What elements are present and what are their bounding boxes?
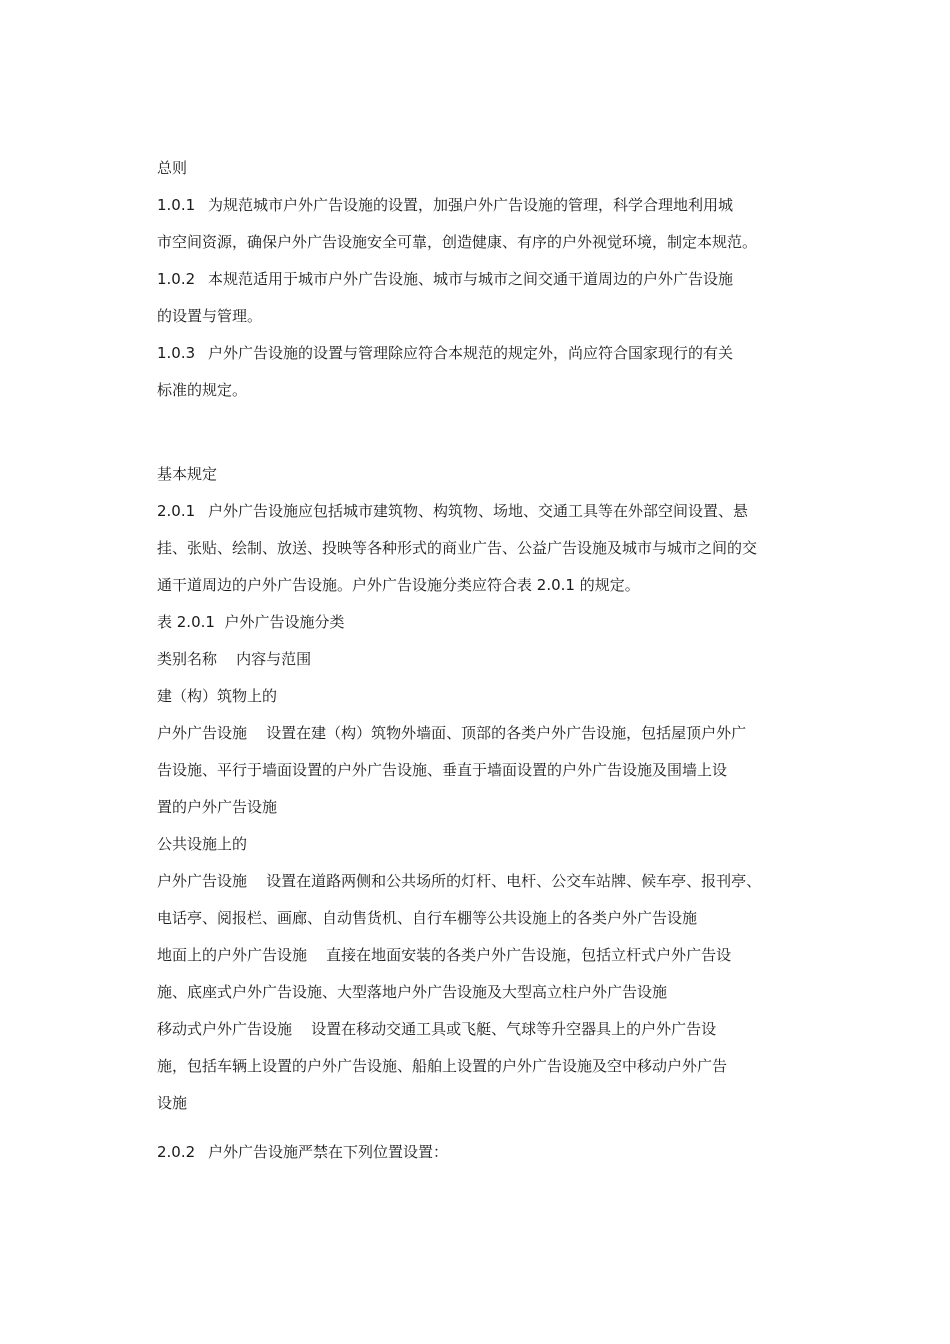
- table-row: 户外广告设施 设置在道路两侧和公共场所的灯杆、电杆、公交车站牌、候车亭、报刊亭、: [157, 872, 762, 890]
- clause-number: 1.0.3: [157, 344, 196, 362]
- table-row: 建（构）筑物上的: [157, 687, 278, 705]
- classification-table: [157, 604, 797, 1122]
- clause-text: 标准的规定。: [157, 381, 248, 399]
- table-row: 户外广告设施 设置在建（构）筑物外墙面、顶部的各类户外广告设施，包括屋顶户外广: [157, 724, 747, 742]
- document-body: [157, 150, 797, 1171]
- clause-text: 本规范适用于城市户外广告设施、城市与城市之间交通干道周边的户外广告设施: [207, 270, 733, 288]
- clause-text: 为规范城市户外广告设施的设置，加强户外广告设施的管理，科学合理地利用城: [207, 196, 733, 214]
- clause-text: 挂、张贴、绘制、放送、投映等各种形式的商业广告、公益广告设施及城市与城市之间的交: [157, 539, 758, 557]
- table-caption: 表 2.0.1 户外广告设施分类: [157, 613, 345, 631]
- table-row: 电话亭、阅报栏、画廊、自动售货机、自行车棚等公共设施上的各类户外广告设施: [157, 909, 698, 927]
- table-header: 类别名称 内容与范围: [157, 650, 312, 668]
- clause-2-0-2: [157, 1134, 797, 1171]
- table-row: 公共设施上的: [157, 835, 248, 853]
- table-row: 施、底座式户外广告设施、大型落地户外广告设施及大型高立柱户外广告设施: [157, 983, 668, 1001]
- section-heading-general: 总则: [157, 159, 188, 177]
- clause-number: 1.0.2: [157, 270, 196, 288]
- clause-number: 2.0.2: [157, 1143, 196, 1161]
- clause-text: 的设置与管理。: [157, 307, 263, 325]
- clause-1-0-2: [157, 261, 797, 335]
- table-row: 施，包括车辆上设置的户外广告设施、船舶上设置的户外广告设施及空中移动户外广告: [157, 1057, 728, 1075]
- table-row: 置的户外广告设施: [157, 798, 278, 816]
- section-spacer: [157, 409, 797, 456]
- clause-1-0-1: [157, 187, 797, 261]
- table-row: 地面上的户外广告设施 直接在地面安装的各类户外广告设施，包括立杆式户外广告设: [157, 946, 732, 964]
- clause-text: 户外广告设施严禁在下列位置设置：: [207, 1143, 448, 1161]
- section-heading-basic-rules: 基本规定: [157, 465, 218, 483]
- table-row: 移动式户外广告设施 设置在移动交通工具或飞艇、气球等升空器具上的户外广告设: [157, 1020, 717, 1038]
- clause-text: 户外广告设施应包括城市建筑物、构筑物、场地、交通工具等在外部空间设置、悬: [207, 502, 748, 520]
- clause-spacer: [157, 1122, 797, 1134]
- clause-text: 通干道周边的户外广告设施。户外广告设施分类应符合表 2.0.1 的规定。: [157, 576, 640, 594]
- clause-text: 市空间资源，确保户外广告设施安全可靠，创造健康、有序的户外视觉环境，制定本规范。: [157, 233, 758, 251]
- table-row: 设施: [157, 1094, 188, 1112]
- clause-2-0-1: [157, 493, 797, 604]
- clause-number: 1.0.1: [157, 196, 196, 214]
- table-row: 告设施、平行于墙面设置的户外广告设施、垂直于墙面设置的户外广告设施及围墙上设: [157, 761, 728, 779]
- clause-text: 户外广告设施的设置与管理除应符合本规范的规定外，尚应符合国家现行的有关: [207, 344, 733, 362]
- clause-number: 2.0.1: [157, 502, 196, 520]
- clause-1-0-3: [157, 335, 797, 409]
